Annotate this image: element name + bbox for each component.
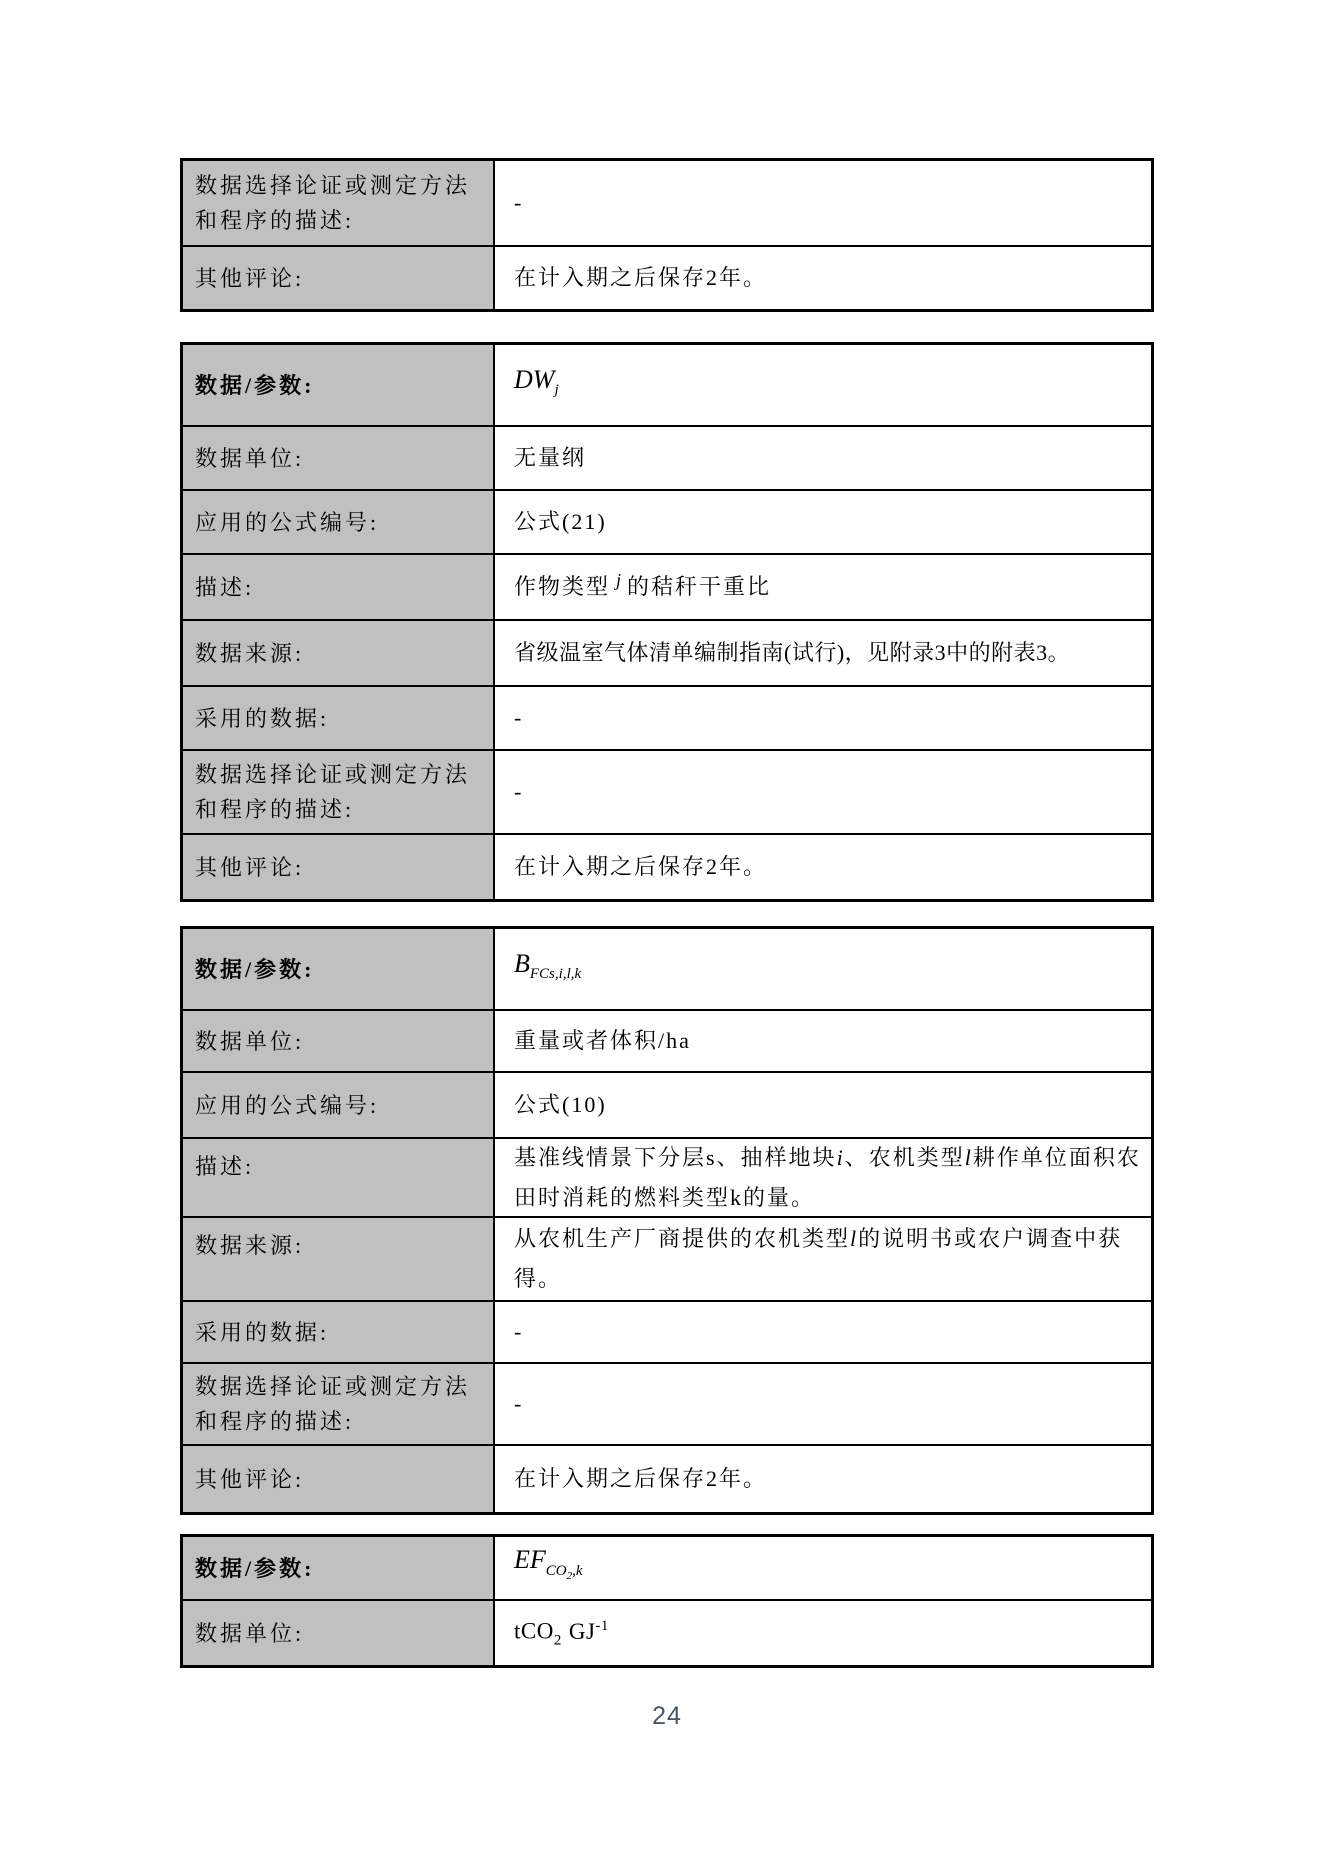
param-subscript [545, 1562, 583, 1582]
row-label [183, 835, 495, 899]
param-sub-tail: ,k [572, 1562, 583, 1579]
param-base: DW [514, 364, 555, 394]
justification-label-line2: 和程序的描述: [195, 208, 355, 233]
description-text: 基准线情景下分层s、抽样地块 [514, 1144, 837, 1170]
parameter-table-3 [180, 926, 1154, 1515]
comments-value: 在计入期之后保存2年。 [514, 265, 768, 290]
row-value [495, 1601, 1151, 1665]
formula-label: 应用的公式编号: [195, 1092, 380, 1118]
row-value [495, 751, 1151, 833]
param-label: 数据/参数: [195, 372, 315, 398]
row-label [183, 1601, 495, 1665]
unit-gj: GJ [568, 1618, 596, 1644]
row-value [495, 1073, 1151, 1137]
row-label [183, 1218, 495, 1300]
table-row-param [183, 345, 1151, 425]
table-row-param [183, 1537, 1151, 1599]
row-label [183, 1537, 495, 1599]
row-value [495, 1011, 1151, 1071]
param-base: EF [514, 1545, 546, 1575]
row-value [495, 929, 1151, 1009]
row-label [183, 247, 495, 309]
row-label [183, 491, 495, 553]
table-row-adopted [183, 1300, 1151, 1362]
comments-value: 在计入期之后保存2年。 [514, 854, 768, 879]
adopted-label: 采用的数据: [195, 1319, 330, 1345]
row-label [183, 427, 495, 489]
description-text: 耕作单位面积农田时消耗的燃料类型k的量。 [514, 1144, 1141, 1210]
formula-value: 公式(21) [514, 509, 607, 534]
row-value [495, 555, 1151, 619]
table-row-justification [183, 1362, 1151, 1444]
variable-j: j [616, 569, 622, 590]
formula-label: 应用的公式编号: [195, 509, 380, 535]
row-label [183, 929, 495, 1009]
row-value [495, 1302, 1151, 1362]
row-value [495, 687, 1151, 749]
table-row-adopted [183, 685, 1151, 749]
formula-value: 公式(10) [514, 1092, 607, 1117]
param-label: 数据/参数: [195, 956, 315, 982]
description-text: 的秸秆干重比 [627, 573, 772, 599]
table-row-unit [183, 425, 1151, 489]
justification-value: - [514, 779, 524, 804]
unit-subscript-2: 2 [553, 1632, 562, 1649]
parameter-symbol [514, 365, 1143, 405]
justification-label-line1: 数据选择论证或测定方法 [195, 1374, 471, 1399]
row-label [183, 1364, 495, 1444]
table-row-formula [183, 489, 1151, 553]
unit-label: 数据单位: [195, 1620, 305, 1646]
parameter-table-2 [180, 342, 1154, 902]
row-label [183, 621, 495, 685]
unit-value: 重量或者体积/ha [514, 1028, 691, 1053]
source-label: 数据来源: [195, 1233, 305, 1258]
parameter-table-4 [180, 1534, 1154, 1668]
table-row-comments [183, 833, 1151, 899]
source-text: 的说明书或农户调查中获得。 [514, 1226, 1123, 1291]
adopted-label: 采用的数据: [195, 705, 330, 731]
variable-l: l [850, 1226, 859, 1251]
table-row-unit [183, 1599, 1151, 1665]
row-value [495, 161, 1151, 245]
row-label [183, 751, 495, 833]
comments-value: 在计入期之后保存2年。 [514, 1466, 768, 1491]
param-base: B [514, 948, 530, 978]
row-label [183, 1139, 495, 1216]
source-text: 从农机生产厂商提供的农机类型 [514, 1226, 851, 1251]
comments-label: 其他评论: [195, 265, 305, 291]
page-number: 24 [652, 1702, 682, 1730]
table-row-description [183, 553, 1151, 619]
table-row-comments [183, 1444, 1151, 1512]
justification-value: - [514, 1391, 524, 1416]
parameter-symbol [514, 949, 1143, 989]
table-row-description [183, 1137, 1151, 1216]
source-label: 数据来源: [195, 640, 305, 666]
row-value [495, 1537, 1151, 1599]
unit-value: 无量纲 [514, 445, 587, 470]
unit-label: 数据单位: [195, 445, 305, 471]
parameter-table-1 [180, 158, 1154, 312]
variable-l: l [964, 1144, 973, 1170]
row-value [495, 835, 1151, 899]
row-value [495, 1218, 1151, 1300]
row-label [183, 1011, 495, 1071]
row-value [495, 345, 1151, 425]
param-sub-main: CO [545, 1562, 567, 1579]
row-value [495, 1364, 1151, 1444]
parameter-symbol [514, 1545, 1143, 1590]
description-value [514, 567, 1143, 608]
source-value: 省级温室气体清单编制指南(试行)，见附录3中的附表3。 [514, 640, 1071, 665]
row-label [183, 1073, 495, 1137]
table-row-formula [183, 1071, 1151, 1137]
row-label [183, 1302, 495, 1362]
variable-i: i [836, 1144, 845, 1170]
justification-label-line1: 数据选择论证或测定方法 [195, 762, 471, 787]
param-sub-sub: 2 [566, 1569, 573, 1582]
justification-label-line1: 数据选择论证或测定方法 [195, 173, 471, 198]
unit-superscript: -1 [595, 1617, 609, 1634]
justification-label-line2: 和程序的描述: [195, 797, 355, 822]
param-subscript: FCs,i,l,k [529, 966, 582, 983]
row-label [183, 687, 495, 749]
unit-value [514, 1606, 1143, 1660]
justification-value: - [514, 190, 524, 215]
unit-label: 数据单位: [195, 1028, 305, 1054]
row-value [495, 621, 1151, 685]
source-value [514, 1219, 1143, 1299]
row-label [183, 555, 495, 619]
description-label: 描述: [195, 574, 255, 600]
table-row-justification [183, 749, 1151, 833]
description-value [514, 1138, 1143, 1218]
description-label: 描述: [195, 1154, 255, 1179]
row-label [183, 345, 495, 425]
description-text: 作物类型 [514, 573, 611, 599]
table-row-source [183, 619, 1151, 685]
adopted-value: - [514, 1319, 524, 1344]
comments-label: 其他评论: [195, 854, 305, 880]
param-subscript: j [554, 382, 559, 399]
row-value [495, 427, 1151, 489]
comments-label: 其他评论: [195, 1466, 305, 1492]
justification-label-line2: 和程序的描述: [195, 1409, 355, 1434]
table-row-unit [183, 1009, 1151, 1071]
description-text: 、农机类型 [844, 1144, 965, 1170]
row-value [495, 1139, 1151, 1216]
row-label [183, 1446, 495, 1512]
table-row-comments [183, 245, 1151, 309]
row-value [495, 1446, 1151, 1512]
adopted-value: - [514, 705, 524, 730]
table-row-param [183, 929, 1151, 1009]
unit-tco: tCO [514, 1618, 554, 1644]
row-label [183, 161, 495, 245]
table-row-source [183, 1216, 1151, 1300]
row-value [495, 491, 1151, 553]
param-label: 数据/参数: [195, 1555, 315, 1581]
table-row-justification [183, 161, 1151, 245]
row-value [495, 247, 1151, 309]
